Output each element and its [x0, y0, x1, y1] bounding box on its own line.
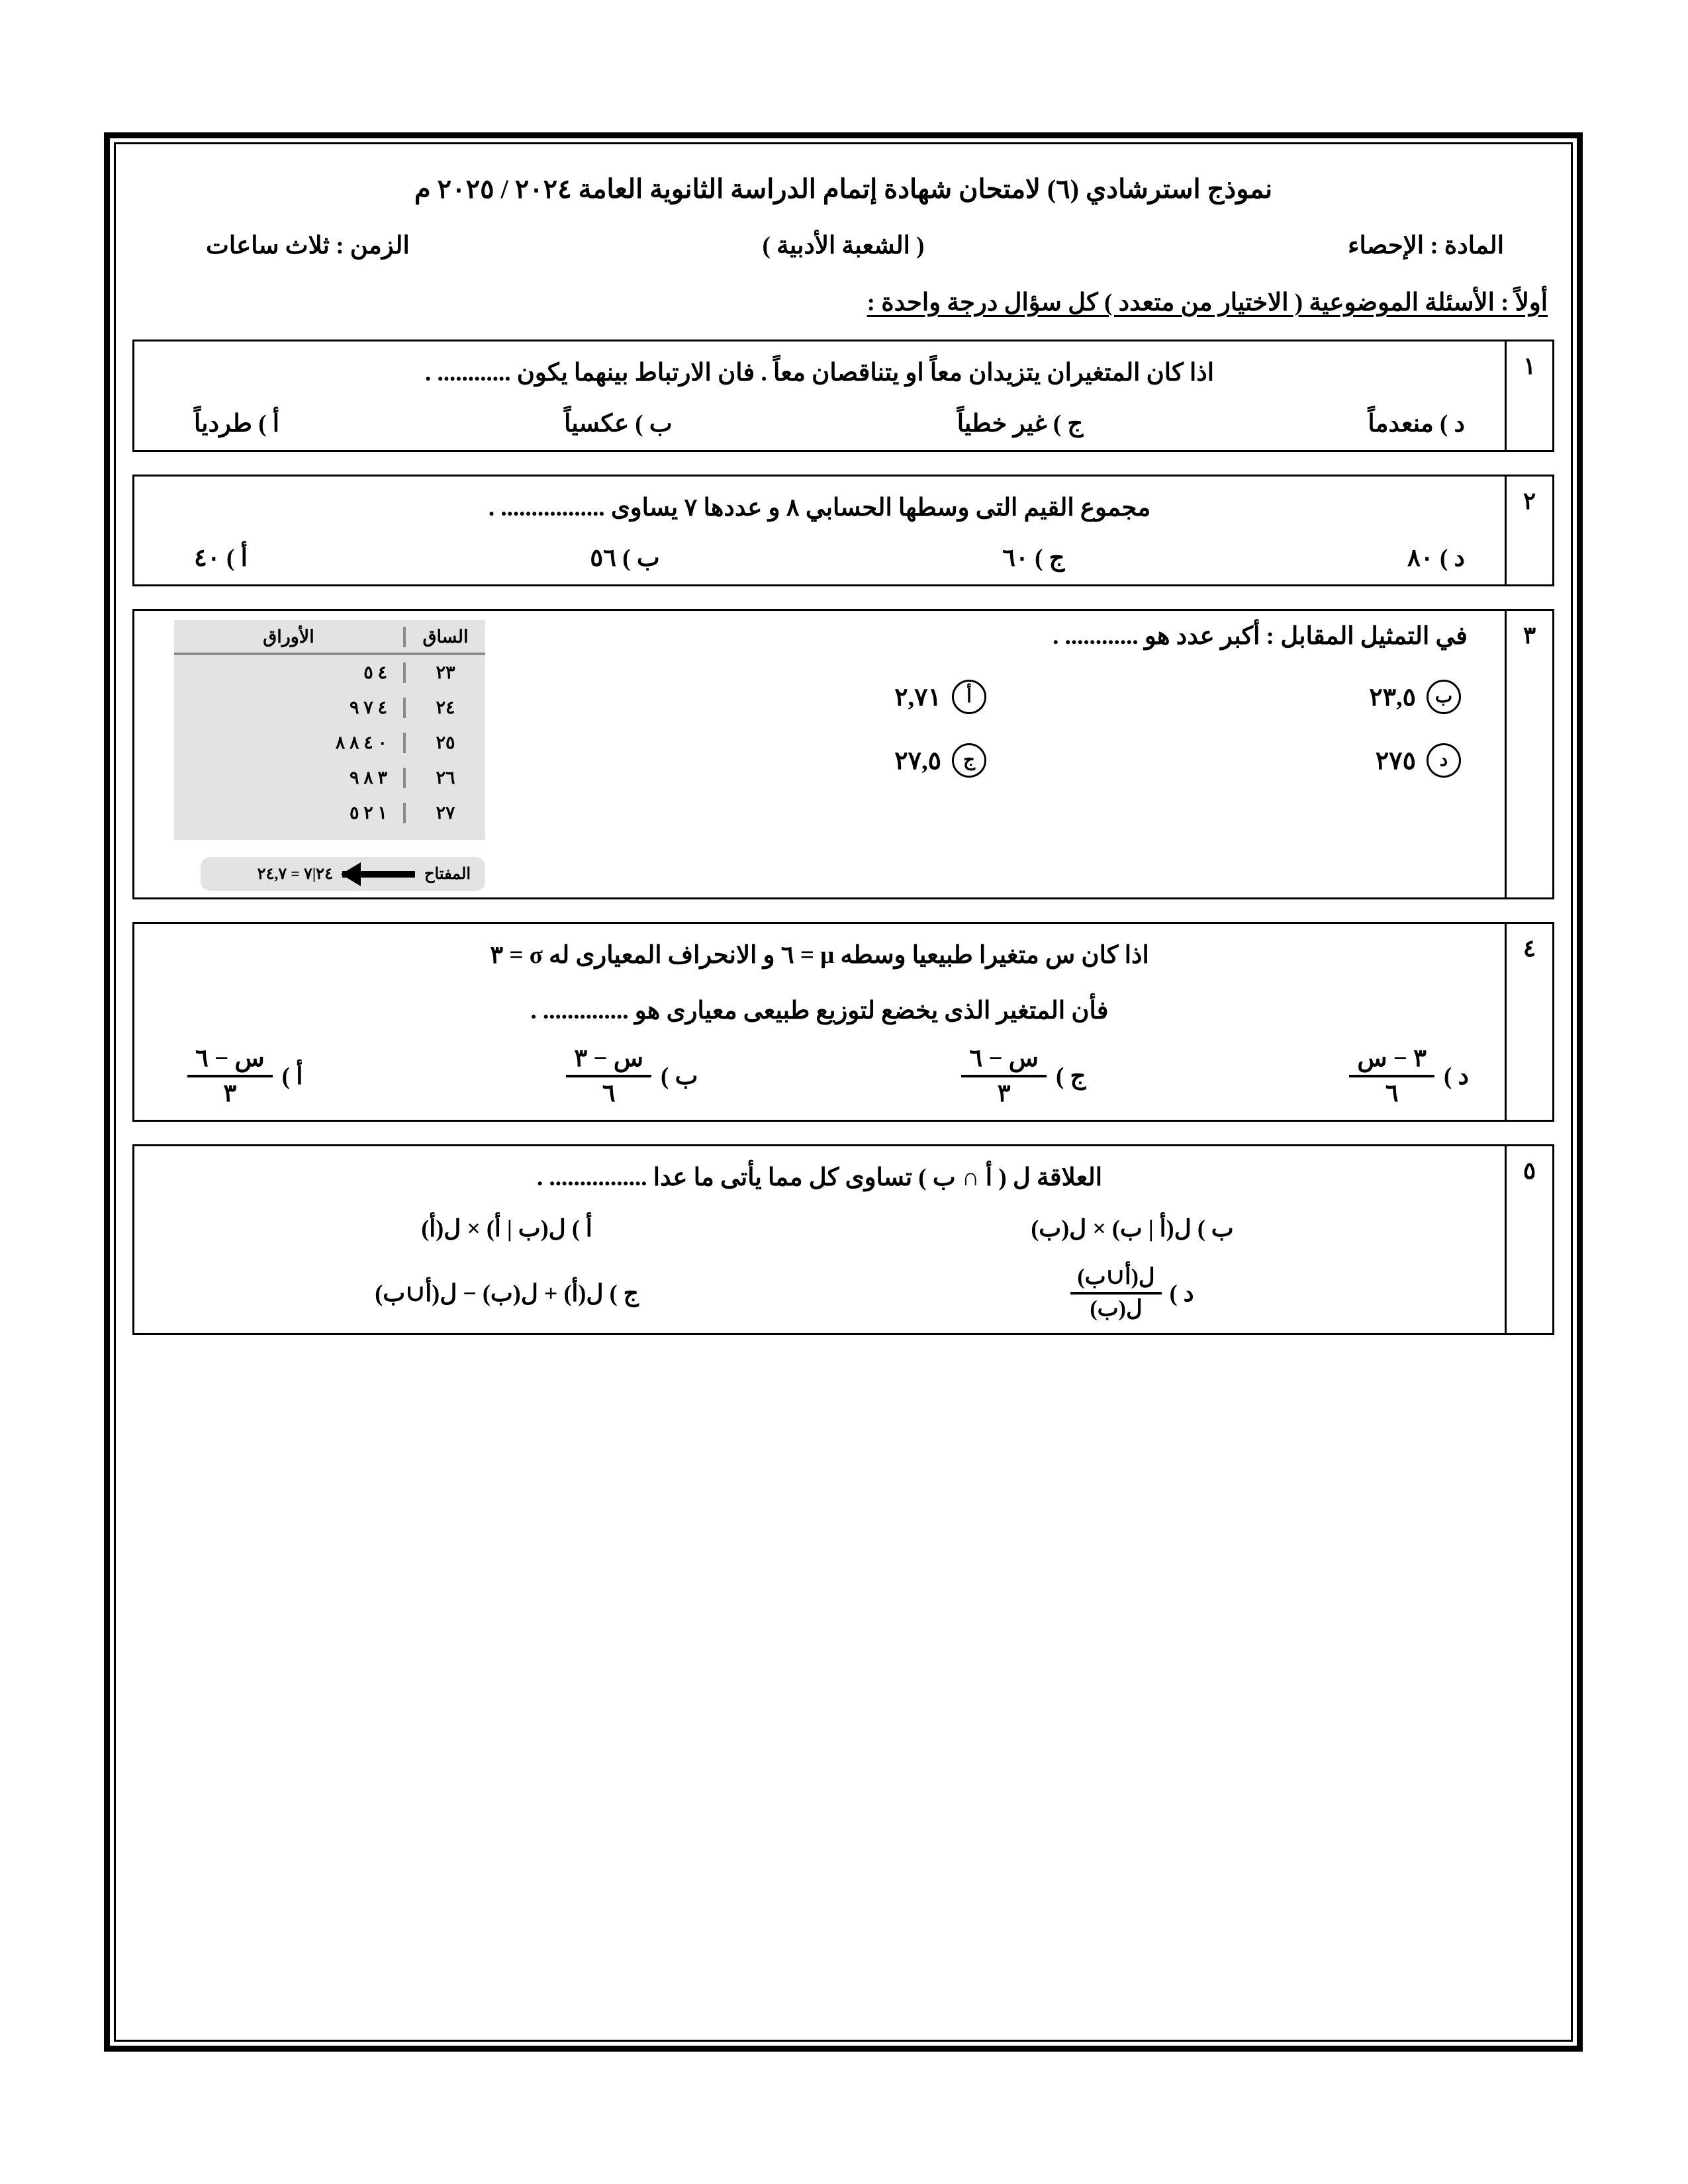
- option-text: طردياً: [194, 410, 252, 437]
- option-label: ج ): [1053, 410, 1084, 437]
- question-2-stem: مجموع القيم التى وسطها الحسابي ٨ و عددها ٧ يساوى ................. .: [488, 494, 1151, 522]
- question-3-option-c[interactable]: [512, 743, 986, 778]
- leaves-cell: ١ ٢ ٥: [349, 803, 387, 823]
- stem-cell: ٢٧: [403, 803, 485, 823]
- table-row: [174, 725, 485, 760]
- question-3-figure-area: [134, 611, 485, 897]
- question-3-stem: في التمثيل المقابل : أكبر عدد هو ............ .: [1053, 623, 1468, 650]
- option-text: ٨٠: [1407, 545, 1434, 572]
- question-3-layout: [134, 611, 1505, 897]
- option-text: ٦٠: [1002, 545, 1029, 572]
- option-label: ب ): [1197, 1215, 1234, 1242]
- question-4-option-b[interactable]: [566, 1045, 698, 1108]
- page-title: نموذج استرشادي (٦) لامتحان شهادة إتمام الدراسة الثانوية العامة ٢٠٢٤ / ٢٠٢٥ م: [414, 174, 1273, 204]
- leaves-cell: ٤ ٧ ٩: [349, 698, 387, 717]
- question-5-option-c[interactable]: [375, 1279, 639, 1307]
- fraction-denominator: ٦: [602, 1080, 616, 1108]
- table-row: [174, 796, 485, 831]
- stem-and-leaf-key: [201, 857, 485, 891]
- option-text: ٥٦: [590, 545, 617, 572]
- option-marker-circle: د: [1427, 743, 1461, 778]
- section-heading: [123, 288, 1564, 317]
- branch-label: ( الشعبة الأدبية ): [762, 232, 925, 259]
- option-text: ل(أ) + ل(ب) − ل(أ∪ب): [375, 1279, 604, 1306]
- fraction-numerator: س − ٣: [566, 1045, 651, 1077]
- question-5-body: [134, 1146, 1505, 1333]
- leaves-cell: ٠ ٤ ٨ ٨: [335, 733, 387, 752]
- question-3-option-a[interactable]: [512, 680, 986, 714]
- leaves-cell: ٣ ٨ ٩: [349, 768, 387, 788]
- question-3-number: ٣: [1505, 611, 1552, 897]
- fraction-numerator: ٣ − س: [1349, 1045, 1434, 1077]
- question-1-number: ١: [1505, 341, 1552, 450]
- fraction-denominator: ٣: [223, 1080, 237, 1108]
- stem-cell: ٢٦: [403, 768, 485, 788]
- question-4-number: ٤: [1505, 924, 1552, 1120]
- leaves-cell: ٤ ٥: [363, 662, 387, 682]
- stem-and-leaf-header: [174, 627, 485, 655]
- option-marker-circle: ب: [1427, 680, 1461, 714]
- question-1-stem: اذا كان المتغيران يتزيدان معاً او يتناقصان معاً . فان الارتباط بينهما يكون ............ .: [425, 359, 1214, 387]
- arrow-left-icon: [342, 871, 415, 878]
- fraction: [961, 1045, 1047, 1108]
- option-label: د ): [1443, 1063, 1469, 1091]
- option-text: ٢٧٥: [1375, 747, 1416, 775]
- question-1-options: [154, 409, 1485, 438]
- question-1-option-a[interactable]: [194, 409, 279, 438]
- stem-cell: ٢٣: [403, 662, 485, 683]
- fraction: [1070, 1265, 1161, 1321]
- stem-cell: ٢٤: [403, 698, 485, 718]
- option-text: ٢,٧١: [894, 683, 941, 711]
- subject-label: المادة : الإحصاء: [1348, 232, 1504, 259]
- key-value: ٢٤|٧ = ٢٤,٧: [257, 866, 333, 883]
- table-row: [174, 655, 485, 690]
- option-label: ج ): [1035, 545, 1065, 572]
- question-1-body: [134, 341, 1505, 450]
- option-text: ل(ب | أ) × ل(أ): [421, 1215, 566, 1242]
- question-5-option-d[interactable]: [1070, 1265, 1194, 1321]
- table-row: [174, 760, 485, 796]
- question-3-option-d[interactable]: [986, 743, 1461, 778]
- question-5-options: [154, 1214, 1485, 1321]
- question-5-option-a[interactable]: [421, 1214, 592, 1242]
- option-label: ب ): [635, 410, 673, 437]
- key-label: المفتاح: [424, 866, 471, 883]
- fraction: [1349, 1045, 1434, 1108]
- option-text: غير خطياً: [957, 410, 1047, 437]
- question-4-option-a[interactable]: [187, 1045, 303, 1108]
- option-label: ج ): [609, 1279, 639, 1306]
- fraction-denominator: ٦: [1385, 1080, 1399, 1108]
- option-text: ل(أ | ب) × ل(ب): [1031, 1215, 1192, 1242]
- option-text: ٤٠: [194, 545, 220, 572]
- option-label: أ ): [258, 410, 280, 437]
- fraction: [187, 1045, 273, 1108]
- option-text: عكسياً: [564, 410, 630, 437]
- question-4-option-d[interactable]: [1349, 1045, 1469, 1108]
- question-3-option-b[interactable]: [986, 680, 1461, 714]
- option-text: منعدماً: [1368, 410, 1434, 437]
- question-5-number: ٥: [1505, 1146, 1552, 1333]
- question-3-text-area: [485, 611, 1505, 784]
- question-5-option-b[interactable]: [1031, 1214, 1233, 1242]
- page-content: [123, 152, 1564, 2032]
- table-row: [174, 690, 485, 725]
- question-2-body: [134, 477, 1505, 585]
- option-label: أ ): [281, 1063, 303, 1091]
- question-2-option-c[interactable]: [1002, 543, 1064, 572]
- fraction: [566, 1045, 651, 1108]
- question-2-option-a[interactable]: [194, 543, 248, 572]
- question-5-stem: العلاقة ل ( أ ∩ ب ) تساوى كل مما يأتى ما عدا ................ .: [536, 1163, 1103, 1191]
- fraction-numerator: ل(أ∪ب): [1070, 1265, 1161, 1294]
- question-2-number: ٢: [1505, 477, 1552, 585]
- stem-and-leaf-plot: [174, 620, 485, 840]
- option-label: أ ): [226, 545, 248, 572]
- stem-cell: ٢٥: [403, 733, 485, 753]
- question-2-options: [154, 543, 1485, 572]
- question-3-body: [134, 611, 1505, 897]
- question-4-body: [134, 924, 1505, 1120]
- question-1: [132, 340, 1554, 452]
- question-4-stem-line-1: اذا كان س متغيرا طبيعيا وسطه μ = ٦ و الانحراف المعيارى له σ = ٣: [490, 942, 1149, 969]
- question-4-option-c[interactable]: [961, 1045, 1086, 1108]
- option-label: ب ): [661, 1063, 698, 1091]
- question-2-option-b[interactable]: [590, 543, 659, 572]
- question-4: [132, 922, 1554, 1122]
- duration-label: الزمن : ثلاث ساعات: [206, 232, 410, 259]
- fraction-denominator: ل(ب): [1090, 1296, 1143, 1321]
- question-4-options: [154, 1045, 1485, 1108]
- question-3: [132, 609, 1554, 899]
- option-label: د ): [1439, 410, 1465, 437]
- option-text: ٢٧,٥: [894, 747, 941, 775]
- fraction-numerator: س − ٦: [961, 1045, 1047, 1077]
- exam-meta-row: [123, 231, 1564, 260]
- option-marker-circle: ج: [952, 743, 986, 778]
- option-label: ج ): [1055, 1063, 1086, 1091]
- fraction-denominator: ٣: [997, 1080, 1011, 1108]
- question-2-option-d[interactable]: [1407, 543, 1465, 572]
- section-heading-text: أولاً : الأسئلة الموضوعية ( الاختيار من متعدد ) كل سؤال درجة واحدة :: [867, 289, 1548, 316]
- option-label: د ): [1169, 1279, 1194, 1306]
- question-4-stem-line-2: فأن المتغير الذى يخضع لتوزيع طبيعى معيارى هو .............. .: [530, 997, 1109, 1024]
- leaves-column-header: الأوراق: [263, 627, 314, 647]
- question-3-options: [485, 680, 1487, 778]
- option-text: ٢٣,٥: [1369, 683, 1416, 711]
- option-label: د ): [1439, 545, 1465, 572]
- question-2: [132, 475, 1554, 587]
- fraction-numerator: س − ٦: [187, 1045, 273, 1077]
- question-5: [132, 1144, 1554, 1335]
- question-1-option-b[interactable]: [564, 409, 673, 438]
- question-1-option-d[interactable]: [1368, 409, 1465, 438]
- option-label: أ ): [571, 1215, 592, 1242]
- question-1-option-c[interactable]: [957, 409, 1084, 438]
- stem-column-header: الساق: [403, 627, 485, 647]
- option-label: ب ): [622, 545, 660, 572]
- option-marker-circle: أ: [952, 680, 986, 714]
